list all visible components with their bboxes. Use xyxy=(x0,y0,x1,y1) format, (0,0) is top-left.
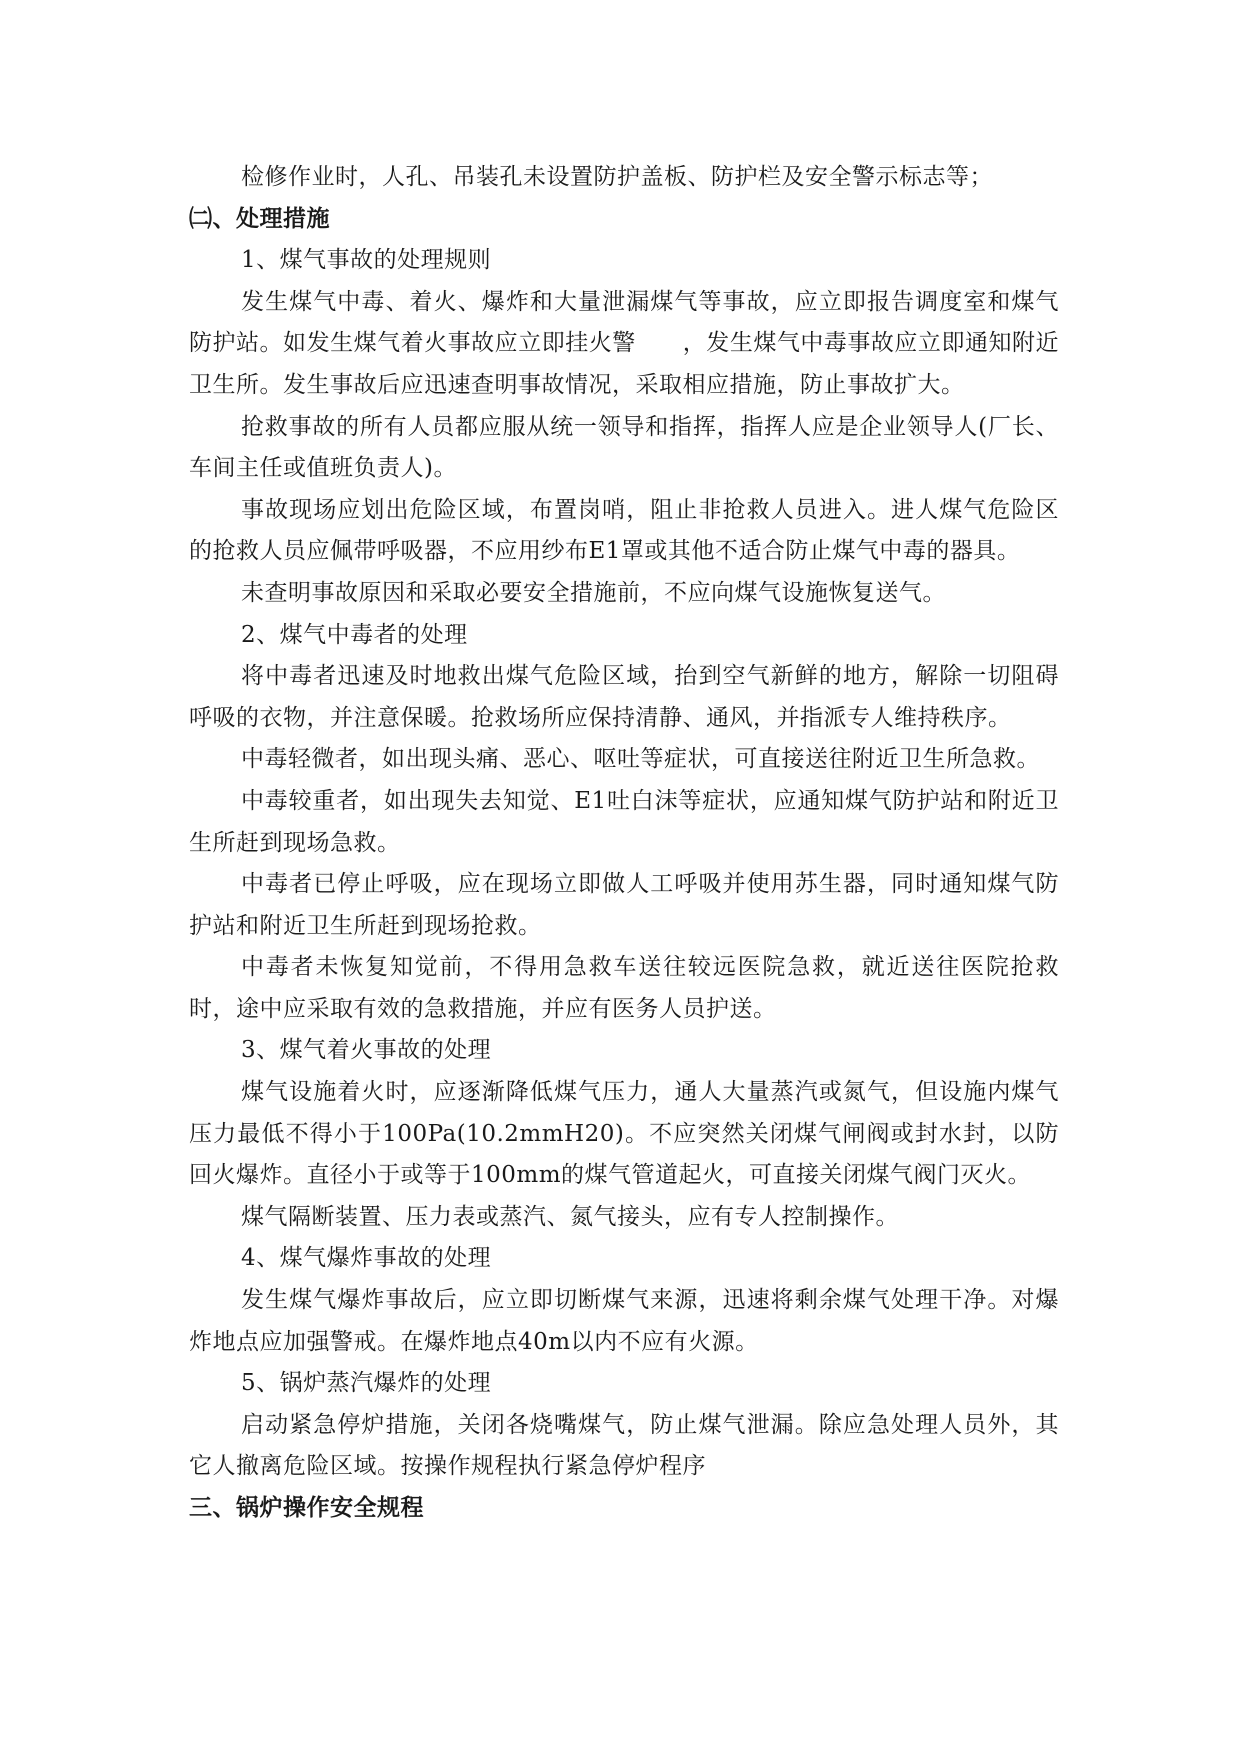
document-page xyxy=(189,157,1059,1530)
paragraph-unified-command: 抢救事故的所有人员都应服从统一领导和指挥，指挥人应是企业领导人(厂长、车间主任或值班负责人)。 xyxy=(189,413,1059,482)
paragraph-rescue-victim: 将中毒者迅速及时地救出煤气危险区域，抬到空气新鲜的地方，解除一切阻碍呼吸的衣物，并注意保暖。抢救场所应保持清静、通风，并指派专人维持秩序。 xyxy=(189,663,1059,731)
paragraph-no-restore-gas: 未查明事故原因和采取必要安全措施前，不应向煤气设施恢复送气。 xyxy=(241,579,946,606)
paragraph-explosion-response: 发生煤气爆炸事故后，应立即切断煤气来源，迅速将剩余煤气处理干净。对爆炸地点应加强警戒。在爆炸地点40m以内不应有火源。 xyxy=(189,1287,1059,1355)
subheading-fire-accident: 3、煤气着火事故的处理 xyxy=(241,1037,492,1064)
subheading-boiler-explosion: 5、锅炉蒸汽爆炸的处理 xyxy=(241,1370,492,1397)
paragraph-stopped-breathing: 中毒者已停止呼吸，应在现场立即做人工呼吸并使用苏生器，同时通知煤气防护站和附近卫生所赶到现场抢救。 xyxy=(189,871,1059,939)
paragraph-report-accident: 发生煤气中毒、着火、爆炸和大量泄漏煤气等事故，应立即报告调度室和煤气防护站。如发生煤气着火事故应立即挂火警 ，发生煤气中毒事故应立即通知附近卫生所。发生事故后应迅速查明事故情况，采取相应措施，防止事故扩大。 xyxy=(189,288,1059,398)
subheading-poisoning-treatment: 2、煤气中毒者的处理 xyxy=(241,621,468,648)
section-heading-treatment-measures: ㈡、处理措施 xyxy=(189,205,330,232)
subheading-gas-accident-rules: 1、煤气事故的处理规则 xyxy=(241,247,492,274)
paragraph-ambulance-transport: 中毒者未恢复知觉前，不得用急救车送往较远医院急救，就近送往医院抢救时，途中应采取有效的急救措施，并应有医务人员护送。 xyxy=(189,954,1059,1022)
section-heading-boiler-safety: 三、锅炉操作安全规程 xyxy=(189,1495,424,1521)
paragraph-isolation-devices: 煤气隔断装置、压力表或蒸汽、氮气接头，应有专人控制操作。 xyxy=(241,1203,899,1230)
paragraph-mild-poisoning: 中毒轻微者，如出现头痛、恶心、呕吐等症状，可直接送往附近卫生所急救。 xyxy=(241,746,1040,773)
paragraph-danger-zone: 事故现场应划出危险区域，布置岗哨，阻止非抢救人员进入。进人煤气危险区的抢救人员应佩带呼吸器，不应用纱布E1罩或其他不适合防止煤气中毒的器具。 xyxy=(189,496,1059,565)
paragraph-emergency-shutdown: 启动紧急停炉措施，关闭各烧嘴煤气，防止煤气泄漏。除应急处理人员外，其它人撤离危险区域。按操作规程执行紧急停炉程序 xyxy=(189,1411,1059,1480)
paragraph-severe-poisoning: 中毒较重者，如出现失去知觉、E1吐白沫等症状，应通知煤气防护站和附近卫生所赶到现场急救。 xyxy=(189,787,1059,856)
paragraph-fire-pressure: 煤气设施着火时，应逐渐降低煤气压力，通人大量蒸汽或氮气，但设施内煤气压力最低不得小于100Pa(10.2mmH20)。不应突然关闭煤气闸阀或封水封，以防回火爆炸。直径小于或等于100mm的煤气管道起火，可直接关闭煤气阀门灭火。 xyxy=(189,1079,1059,1189)
paragraph-manhole-hazard: 检修作业时，人孔、吊装孔未设置防护盖板、防护栏及安全警示标志等； xyxy=(241,164,993,190)
subheading-explosion-accident: 4、煤气爆炸事故的处理 xyxy=(241,1245,492,1272)
